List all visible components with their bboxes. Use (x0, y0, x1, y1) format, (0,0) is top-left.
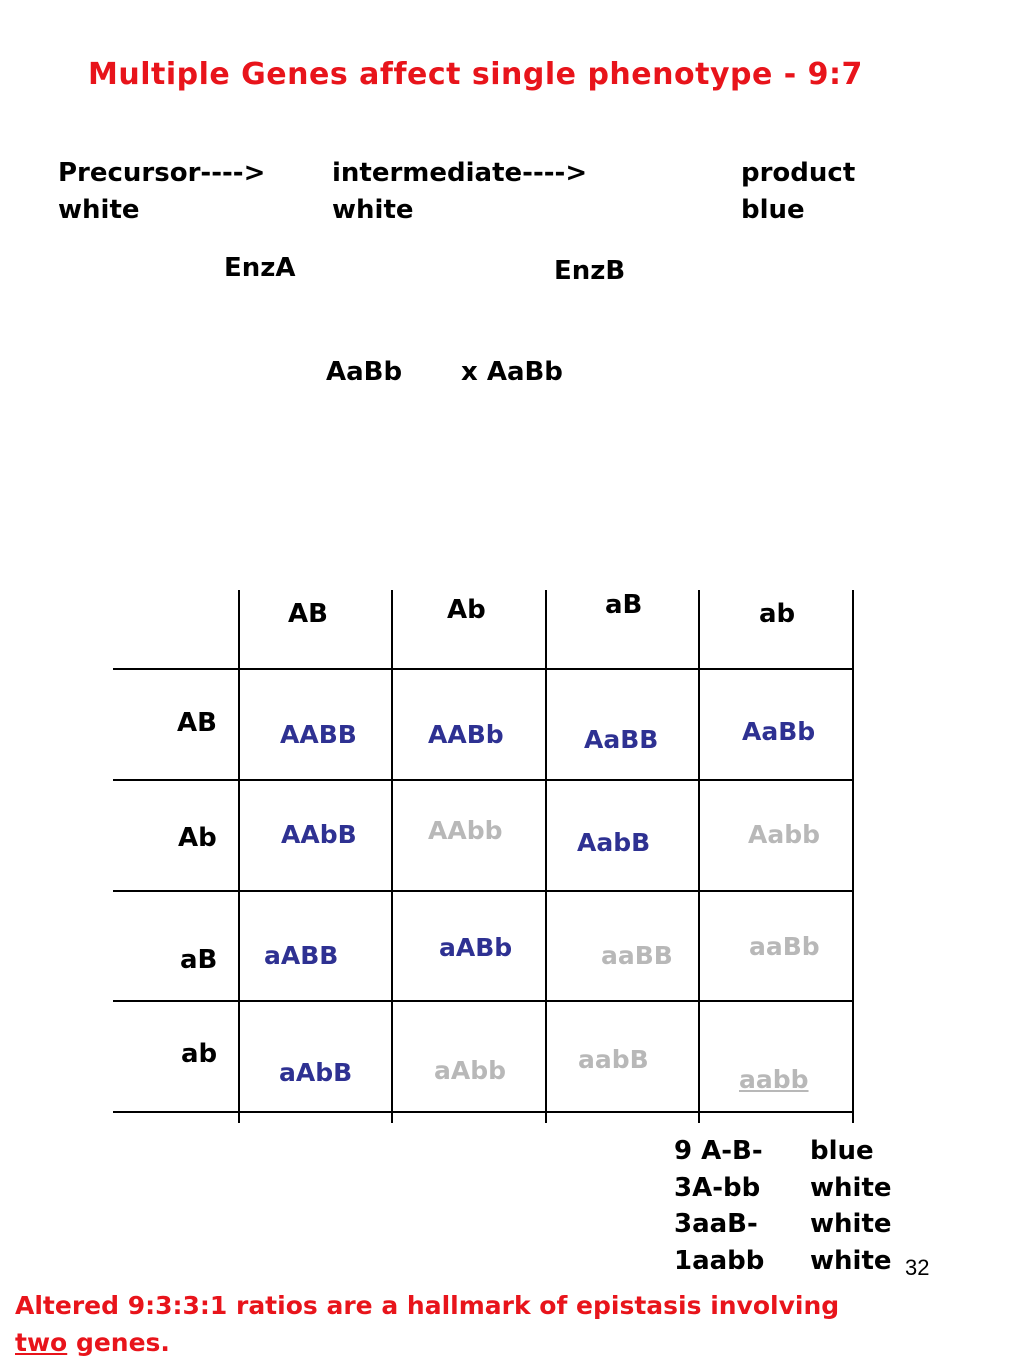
legend-phenotype: white (810, 1245, 892, 1276)
col-header-3: aB (605, 590, 643, 620)
intermediate-label: intermediate----> (332, 158, 588, 188)
page-number: 32 (905, 1255, 930, 1280)
punnett-cell: aAbB (279, 1058, 353, 1087)
punnett-cell: AABb (428, 720, 504, 749)
precursor-label: Precursor----> (58, 158, 266, 188)
pathway-precursor (58, 155, 265, 229)
punnett-cell: AaBB (584, 725, 659, 754)
legend-genotype: 1aabb (674, 1245, 765, 1276)
cross-parent-1: AaBb (326, 357, 403, 387)
footer-note (15, 1287, 915, 1361)
legend-phenotype: white (810, 1172, 892, 1203)
product-color: blue (741, 195, 805, 225)
intermediate-color: white (332, 195, 414, 225)
pathway-intermediate (332, 155, 587, 229)
row-header-4: ab (181, 1039, 218, 1069)
footer-rest: genes. (67, 1328, 170, 1357)
grid-line-h4 (113, 1000, 854, 1002)
pathway-product (741, 155, 855, 229)
legend-genotype: 3aaB- (674, 1209, 758, 1239)
legend-genotype: 9 A-B- (674, 1136, 763, 1166)
footer-line-1: Altered 9:3:3:1 ratios are a hallmark of epistasis involving (15, 1291, 840, 1320)
punnett-cell: aabB (578, 1045, 649, 1074)
row-header-3: aB (180, 945, 218, 975)
legend-phenotypes (810, 1133, 892, 1279)
punnett-cell: aAbb (434, 1056, 507, 1085)
enzyme-a-label: EnzA (224, 253, 296, 283)
punnett-cell: AaBb (742, 717, 816, 746)
enzyme-b-label: EnzB (554, 256, 626, 286)
grid-line-h1 (113, 668, 854, 670)
punnett-cell: Aabb (748, 820, 821, 849)
punnett-cell: aaBb (749, 932, 820, 961)
legend-phenotype: white (810, 1209, 892, 1239)
legend-genotype: 3A-bb (674, 1172, 761, 1203)
col-header-2: Ab (447, 595, 486, 625)
punnett-cell: AabB (577, 828, 651, 857)
footer-underlined-word: two (15, 1328, 68, 1357)
precursor-color: white (58, 195, 140, 225)
grid-line-h2 (113, 779, 854, 781)
punnett-cell: aaBB (601, 941, 673, 970)
cross-parent-2: x AaBb (461, 357, 563, 387)
col-header-1: AB (288, 599, 328, 629)
row-header-1: AB (177, 708, 217, 738)
grid-line-h3 (113, 890, 854, 892)
grid-line-h5 (113, 1111, 854, 1113)
product-label: product (741, 158, 856, 188)
row-header-2: Ab (178, 823, 217, 853)
col-header-4: ab (759, 599, 796, 629)
punnett-cell: aABb (439, 933, 513, 962)
slide-title: Multiple Genes affect single phenotype - 9:7 (88, 57, 863, 92)
punnett-cell: aabb (739, 1065, 809, 1094)
punnett-cell: AAbB (281, 820, 357, 849)
punnett-cell: aABB (264, 941, 339, 970)
punnett-cell: AABB (280, 720, 357, 749)
legend-genotypes (674, 1133, 764, 1279)
legend-phenotype: blue (810, 1136, 874, 1166)
punnett-cell: AAbb (428, 816, 503, 845)
